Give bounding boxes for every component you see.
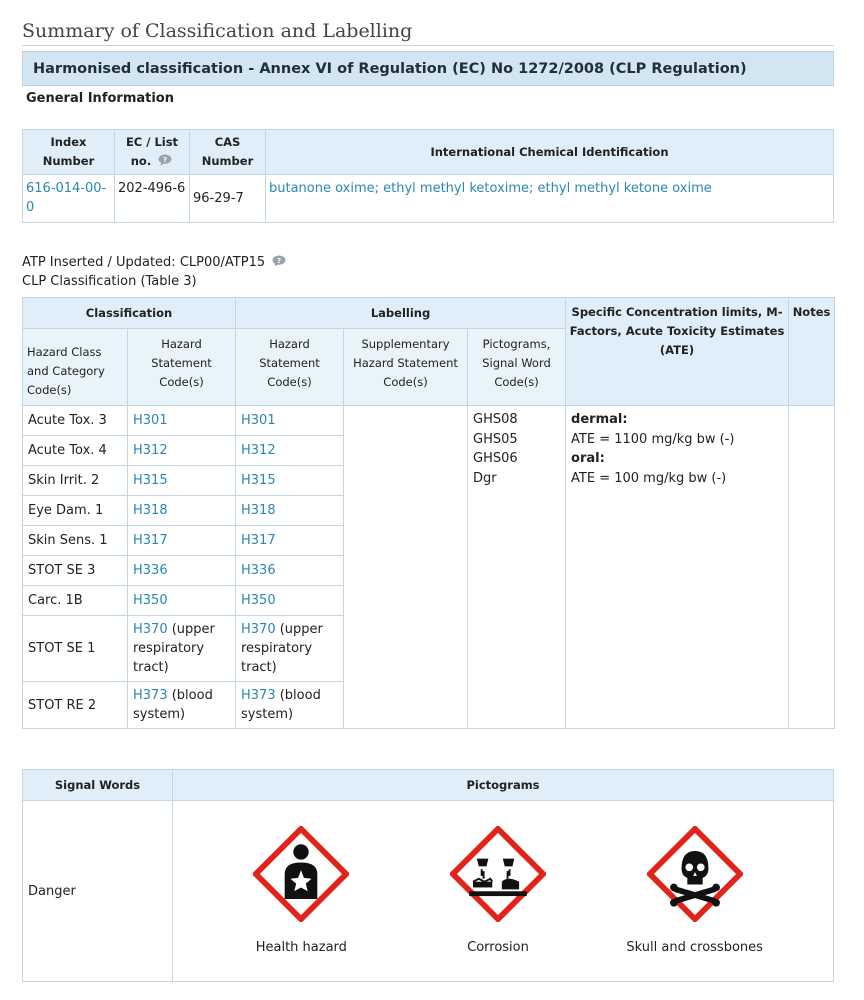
pictograms-cell [173, 801, 834, 982]
signal-word-cell: Danger [23, 801, 173, 982]
hazard-class-cell: Carc. 1B [23, 586, 128, 616]
classification-code-cell [128, 406, 236, 436]
signal-words-pictograms-table [22, 769, 834, 982]
hazard-class-cell: STOT SE 1 [23, 616, 128, 682]
labelling-code-cell [236, 526, 344, 556]
oral-ate-value: ATE = 100 mg/kg bw (-) [571, 470, 727, 486]
general-information-header-row [23, 130, 834, 175]
pictogram-codes-cell [468, 406, 566, 729]
index-number-header: Index Number [23, 130, 115, 175]
pictogram-code: GHS06 [473, 451, 518, 466]
international-chemical-identification-header: International Chemical Identification [266, 130, 834, 175]
index-number-link[interactable]: 616-014-00-0 [26, 181, 107, 215]
general-information-table [22, 129, 834, 223]
hazard-code-detail: (upper respiratory tract) [241, 622, 323, 675]
notes-header: Notes [789, 298, 835, 406]
hazard-code-link[interactable]: H317 [133, 533, 168, 548]
health-hazard-icon [253, 826, 349, 922]
general-information-row [23, 175, 834, 223]
classification-code-cell [128, 466, 236, 496]
classification-code-cell [128, 436, 236, 466]
supplementary-code-cell [344, 406, 468, 729]
atp-info [22, 253, 834, 291]
harmonised-classification-banner: Harmonised classification - Annex VI of Regulation (EC) No 1272/2008 (CLP Regulation) [22, 51, 834, 86]
labelling-hazard-statement-header: Hazard Statement Code(s) [236, 329, 344, 406]
labelling-code-cell [236, 556, 344, 586]
supplementary-hazard-statement-header: Supplementary Hazard Statement Code(s) [344, 329, 468, 406]
hazard-class-cell: STOT RE 2 [23, 682, 128, 729]
labelling-group-header: Labelling [236, 298, 566, 329]
classification-code-cell [128, 586, 236, 616]
hazard-class-cell: STOT SE 3 [23, 556, 128, 586]
cas-number-cell: 96-29-7 [190, 175, 266, 223]
ec-list-number-header: EC / List no. ? [115, 130, 190, 175]
hazard-class-cell: Eye Dam. 1 [23, 496, 128, 526]
classification-code-cell [128, 526, 236, 556]
scl-header: Specific Concentration limits, M-Factors, Acute Toxicity Estimates (ATE) [566, 298, 789, 406]
labelling-code-cell [236, 616, 344, 682]
hazard-code-link[interactable]: H315 [133, 473, 168, 488]
pictogram-health-hazard [203, 826, 400, 957]
pictogram-label: Corrosion [467, 939, 529, 955]
page-title: Summary of Classification and Labelling [22, 20, 413, 42]
corrosion-icon [450, 826, 546, 922]
index-number-cell [23, 175, 115, 223]
scl-cell [566, 406, 789, 729]
hazard-code-link[interactable]: H301 [241, 413, 276, 428]
labelling-code-cell [236, 586, 344, 616]
clp-row [23, 406, 835, 436]
pictogram-label: Skull and crossbones [626, 939, 763, 955]
classification-code-cell [128, 496, 236, 526]
classification-code-cell [128, 682, 236, 729]
chemical-identification-cell [266, 175, 834, 223]
hazard-code-detail: (blood system) [133, 688, 213, 722]
signal-row [23, 801, 834, 982]
title-divider [22, 45, 834, 46]
classification-group-header: Classification [23, 298, 236, 329]
ec-number-cell: 202-496-6 [115, 175, 190, 223]
hazard-code-link[interactable]: H315 [241, 473, 276, 488]
pictograms-header: Pictograms [173, 770, 834, 801]
page [22, 0, 834, 982]
classification-hazard-statement-header: Hazard Statement Code(s) [128, 329, 236, 406]
oral-label: oral: [571, 451, 605, 466]
hazard-code-link[interactable]: H318 [133, 503, 168, 518]
hazard-class-header: Hazard Class and Category Code(s) [23, 329, 128, 406]
signal-words-header: Signal Words [23, 770, 173, 801]
pictogram-code: GHS05 [473, 431, 518, 447]
hazard-code-link[interactable]: H317 [241, 533, 276, 548]
hazard-class-cell: Acute Tox. 3 [23, 406, 128, 436]
hazard-class-cell: Acute Tox. 4 [23, 436, 128, 466]
hazard-code-link[interactable]: H373 [133, 688, 168, 703]
pictogram-corrosion [400, 826, 597, 957]
hazard-code-link[interactable]: H350 [133, 593, 168, 608]
signal-word-code: Dgr [473, 470, 497, 486]
hazard-code-detail: (blood system) [241, 688, 321, 722]
pictogram-code: GHS08 [473, 412, 518, 427]
labelling-code-cell [236, 436, 344, 466]
skull-crossbones-icon [647, 826, 743, 922]
labelling-code-cell [236, 466, 344, 496]
hazard-code-link[interactable]: H370 [133, 622, 168, 637]
svg-text:?: ? [163, 154, 168, 164]
general-information-heading: General Information [26, 91, 174, 106]
hazard-code-link[interactable]: H301 [133, 413, 168, 428]
cas-number-header: CAS Number [190, 130, 266, 175]
pictogram-label: Health hazard [255, 939, 347, 955]
dermal-ate-value: ATE = 1100 mg/kg bw (-) [571, 431, 735, 447]
hazard-code-link[interactable]: H336 [133, 563, 168, 578]
svg-text:?: ? [277, 255, 282, 265]
signal-header-row [23, 770, 834, 801]
classification-code-cell [128, 556, 236, 586]
atp-text: ATP Inserted / Updated: CLP00/ATP15 [22, 255, 266, 270]
info-bubble-icon[interactable] [157, 154, 173, 166]
dermal-label: dermal: [571, 412, 628, 427]
labelling-code-cell [236, 496, 344, 526]
notes-cell [789, 406, 835, 729]
chemical-identification-text[interactable]: butanone oxime; ethyl methyl ketoxime; ethyl methyl ketone oxime [269, 181, 712, 196]
classification-code-cell [128, 616, 236, 682]
hazard-code-link[interactable]: H373 [241, 688, 276, 703]
hazard-code-detail: (upper respiratory tract) [133, 622, 215, 675]
pictograms-signal-word-header: Pictograms, Signal Word Code(s) [468, 329, 566, 406]
clp-classification-caption: CLP Classification (Table 3) [22, 274, 197, 289]
labelling-code-cell [236, 406, 344, 436]
info-bubble-icon[interactable] [271, 255, 287, 267]
hazard-code-link[interactable]: H370 [241, 622, 276, 637]
hazard-class-cell: Skin Irrit. 2 [23, 466, 128, 496]
hazard-code-link[interactable]: H350 [241, 593, 276, 608]
hazard-code-link[interactable]: H312 [241, 443, 276, 458]
hazard-code-link[interactable]: H318 [241, 503, 276, 518]
hazard-code-link[interactable]: H336 [241, 563, 276, 578]
clp-classification-table [22, 297, 835, 729]
hazard-class-cell: Skin Sens. 1 [23, 526, 128, 556]
clp-group-header-row [23, 298, 835, 329]
pictogram-skull-crossbones [596, 826, 793, 957]
hazard-code-link[interactable]: H312 [133, 443, 168, 458]
labelling-code-cell [236, 682, 344, 729]
